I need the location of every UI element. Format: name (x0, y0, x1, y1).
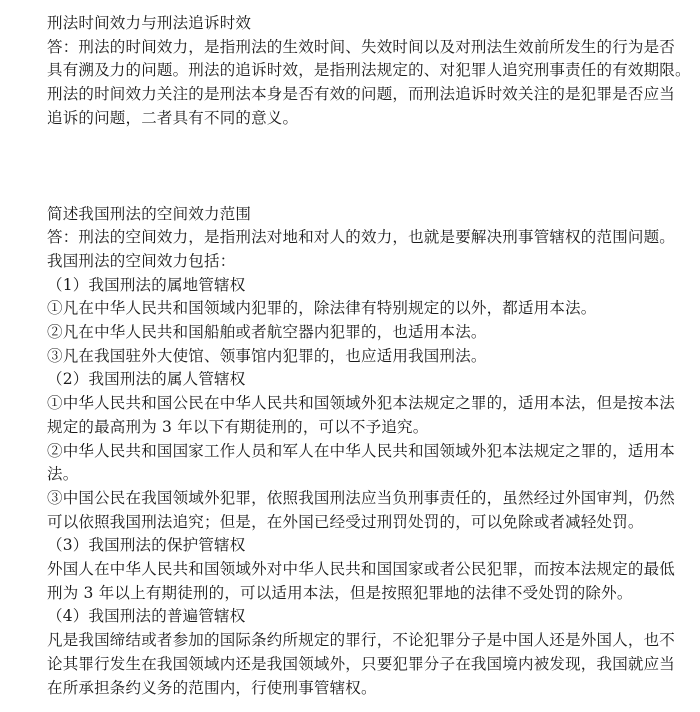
section2-body (47, 226, 683, 700)
paragraph-line: 刑法的时间效力关注的是刑法本身是否有效的问题，而刑法追诉时效关注的是犯罪是否应当 (47, 85, 676, 104)
subheading-territorial: （1）我国刑法的属地管辖权 (47, 275, 246, 294)
paragraph-line: 论其罪行发生在我国领域内还是我国领域外，只要犯罪分子在我国境内被发现，我国就应当 (47, 654, 676, 673)
paragraph-line: 答：刑法的时间效力，是指刑法的生效时间、失效时间以及对刑法生效前所发生的行为是否 (47, 37, 676, 56)
section1-body (47, 36, 691, 131)
list-item: ③中国公民在我国领域外犯罪，依照我国刑法应当负刑事责任的，虽然经过外国审判，仍然 (47, 488, 676, 507)
paragraph-line: 在所承担条约义务的范围内，行使刑事管辖权。 (47, 678, 377, 697)
list-item-continuation: 法。 (47, 465, 79, 484)
paragraph-line: 我国刑法的空间效力包括： (47, 251, 236, 270)
paragraph-line: 外国人在中华人民共和国领域外对中华人民共和国国家或者公民犯罪，而按本法规定的最低 (47, 560, 676, 579)
document-page (47, 12, 691, 700)
list-item-continuation: 规定的最高刑为 3 年以下有期徒刑的，可以不予追究。 (47, 417, 429, 436)
section1-title: 刑法时间效力与刑法追诉时效 (47, 14, 252, 32)
paragraph-line: 刑为 3 年以上有期徒刑的，可以适用本法，但是按照犯罪地的法律不受处罚的除外。 (47, 583, 633, 602)
section2-title: 简述我国刑法的空间效力范围 (47, 204, 252, 223)
list-item: ②中华人民共和国国家工作人员和军人在中华人民共和国领域外犯本法规定之罪的，适用本 (47, 441, 676, 460)
paragraph-line: 追诉的问题，二者具有不同的意义。 (47, 108, 299, 127)
section-spacer (47, 131, 683, 203)
subheading-protective: （3）我国刑法的保护管辖权 (47, 536, 246, 555)
list-item: ②凡在中华人民共和国船舶或者航空器内犯罪的，也适用本法。 (47, 323, 487, 342)
subheading-personal: （2）我国刑法的属人管辖权 (47, 370, 246, 389)
list-item: ③凡在我国驻外大使馆、领事馆内犯罪的，也应适用我国刑法。 (47, 346, 487, 365)
list-item: ①中华人民共和国公民在中华人民共和国领域外犯本法规定之罪的，适用本法，但是按本法 (47, 394, 676, 413)
paragraph-line: 答：刑法的空间效力，是指刑法对地和对人的效力，也就是要解决刑事管辖权的范围问题。 (47, 228, 676, 247)
list-item: ①凡在中华人民共和国领域内犯罪的，除法律有特别规定的以外，都适用本法。 (47, 299, 597, 318)
paragraph-line: 凡是我国缔结或者参加的国际条约所规定的罪行，不论犯罪分子是中国人还是外国人，也不 (47, 631, 676, 650)
list-item-continuation: 可以依照我国刑法追究；但是，在外国已经受过刑罚处罚的，可以免除或者减轻处罚。 (47, 512, 644, 531)
subheading-universal: （4）我国刑法的普遍管辖权 (47, 607, 246, 626)
paragraph-line: 具有溯及力的问题。刑法的追诉时效，是指刑法规定的、对犯罪人追究刑事责任的有效期限。 (47, 61, 691, 80)
